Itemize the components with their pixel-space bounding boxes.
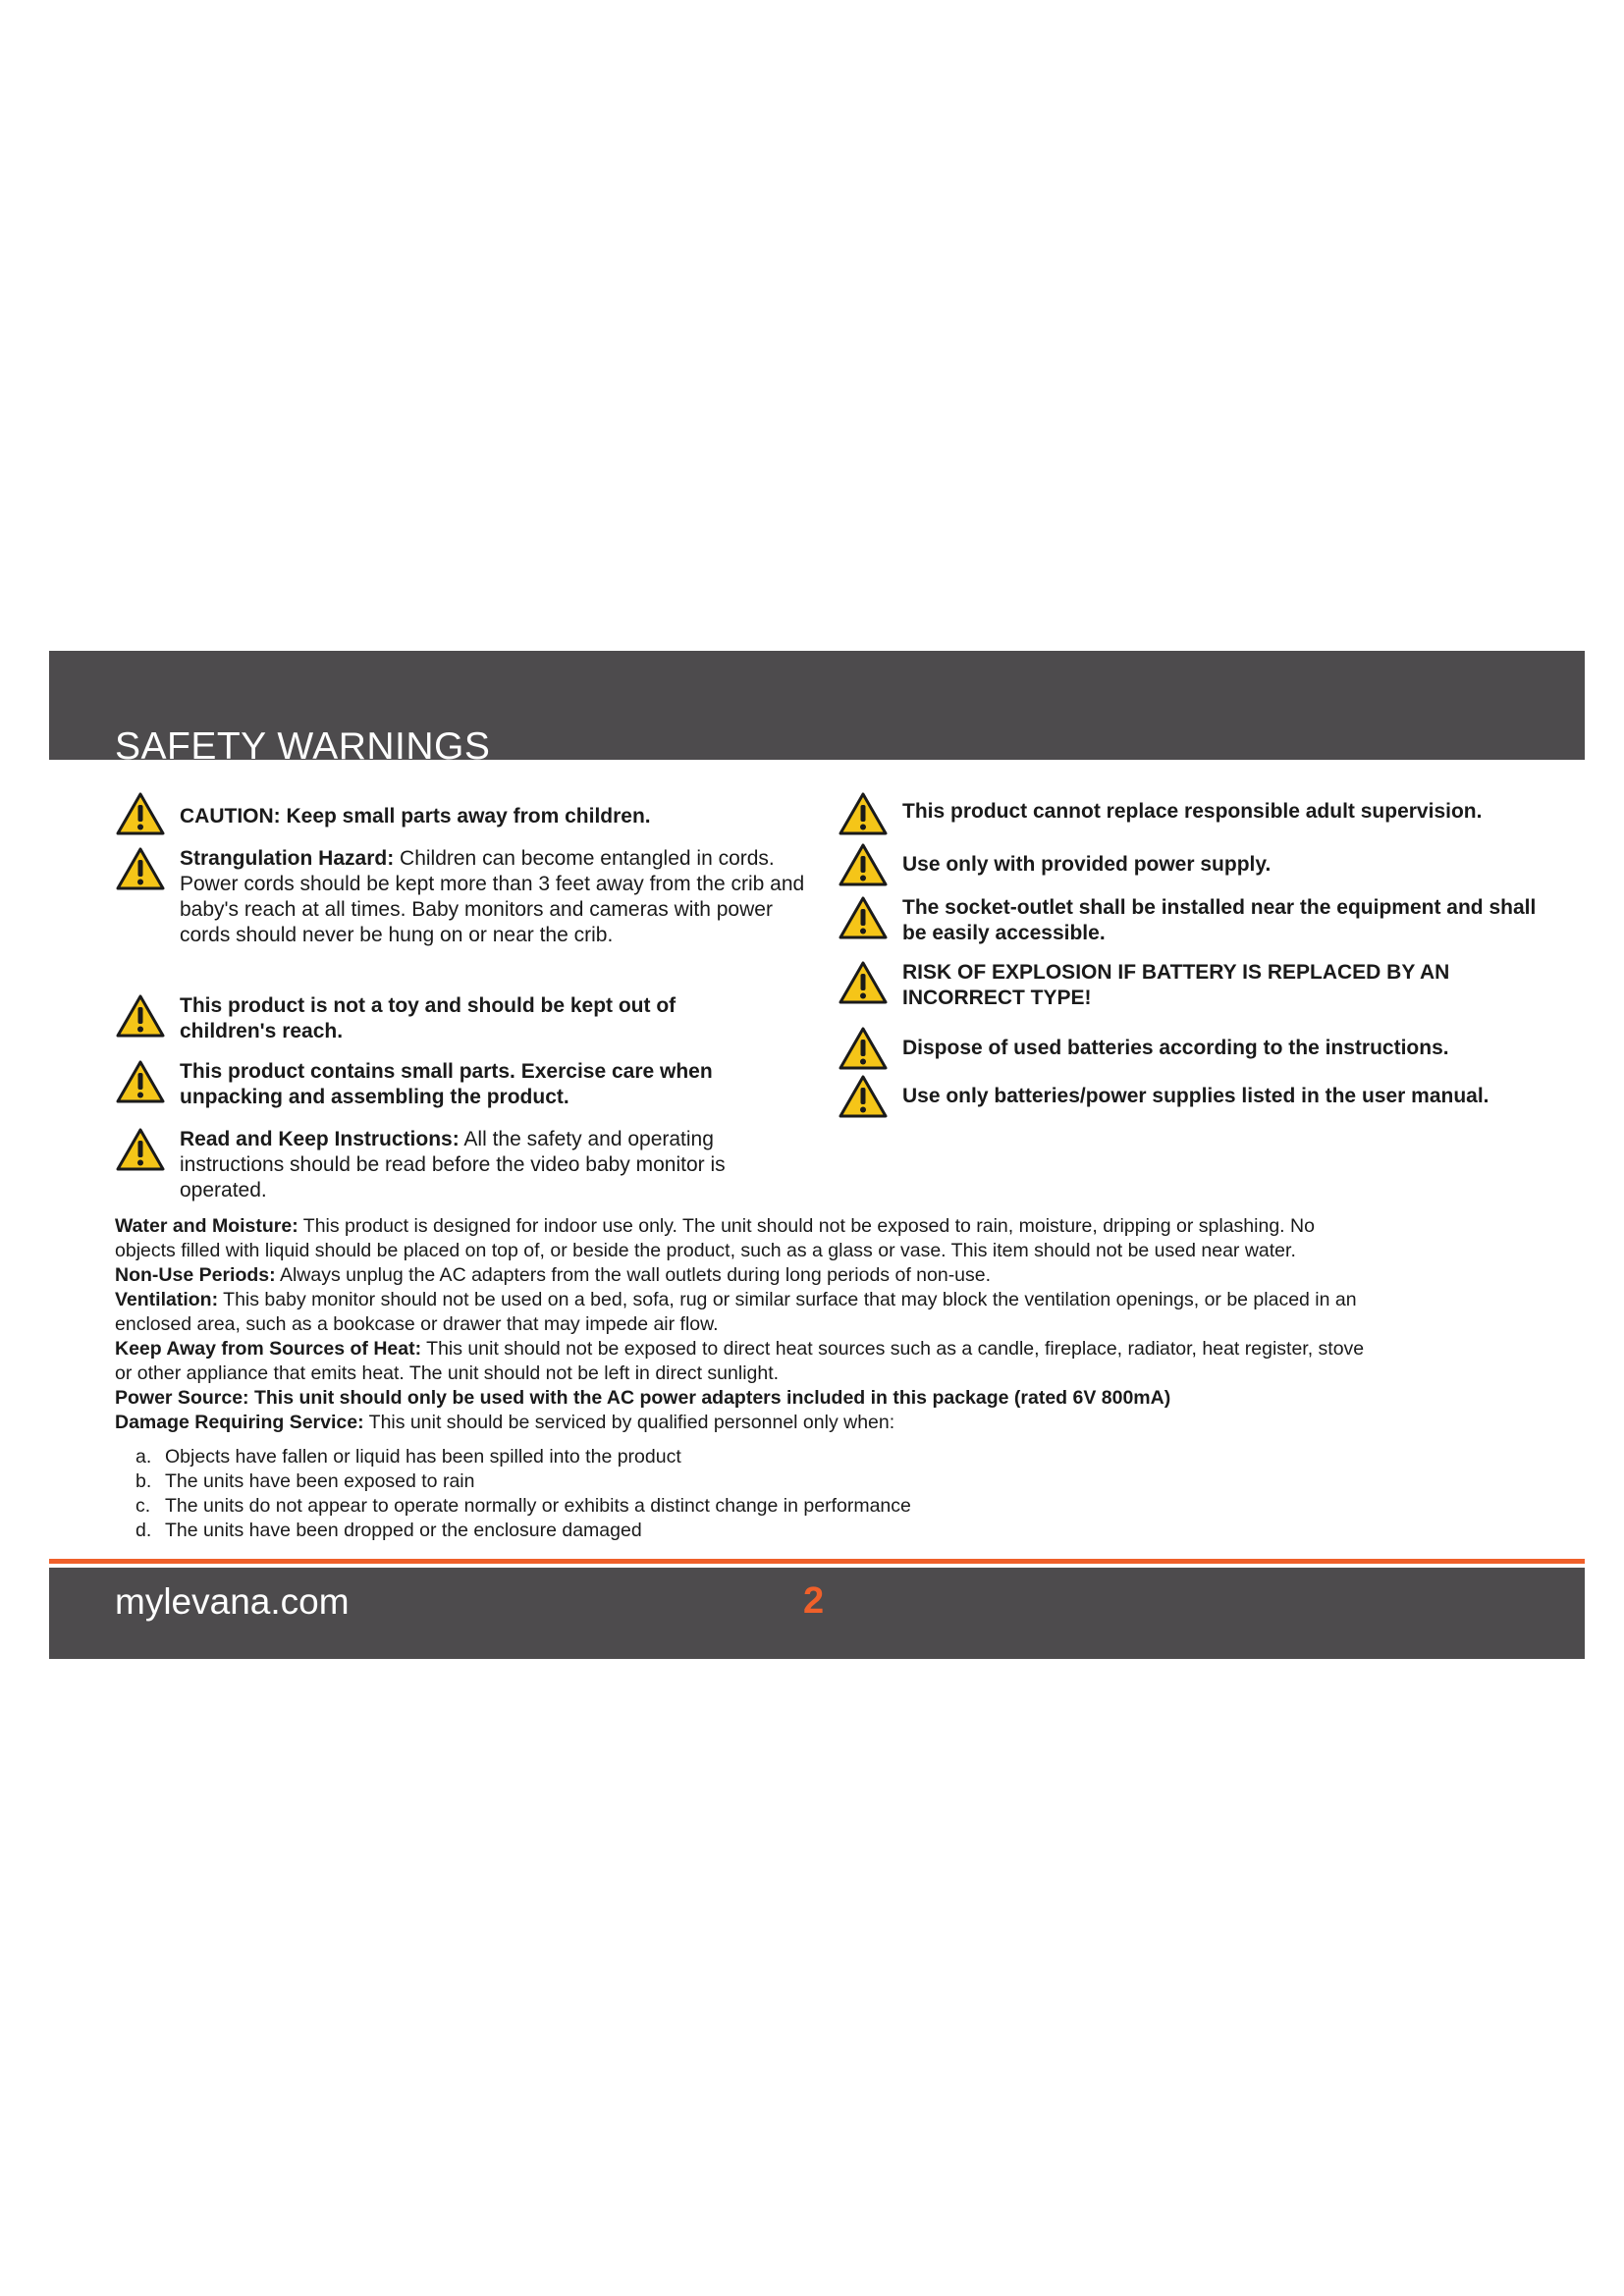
page-title: SAFETY WARNINGS xyxy=(115,725,491,768)
warning-triangle-icon xyxy=(115,791,166,836)
list-item xyxy=(135,1519,911,1543)
section-damage-service xyxy=(115,1411,1519,1435)
section-text-line: or other appliance that emits heat. The unit should not be left in direct sunlight. xyxy=(115,1362,780,1384)
section-power-source xyxy=(115,1386,1519,1411)
section-label: Power Source: This unit should only be used with the AC power adapters included in this package (rated 6V 800mA) xyxy=(115,1387,1171,1409)
warning-triangle-icon xyxy=(838,895,889,940)
warning-text: Children can become entangled in cords. Power cords should be kept more than 3 feet away from the crib and baby's reach at all times. Baby monitors and cameras with power cords should never be hung on or near the crib. xyxy=(180,847,805,946)
warning-title: Strangulation Hazard: xyxy=(180,847,395,870)
warning-triangle-icon xyxy=(115,993,166,1039)
section-label: Ventilation: xyxy=(115,1289,219,1310)
list-marker: b. xyxy=(135,1470,152,1492)
section-text: Always unplug the AC adapters from the wall outlets during long periods of non-use. xyxy=(279,1264,992,1286)
list-text: The units have been exposed to rain xyxy=(165,1470,475,1492)
warning-triangle-icon xyxy=(115,1059,166,1104)
warning-title: Read and Keep Instructions: xyxy=(180,1128,460,1150)
section-label: Keep Away from Sources of Heat: xyxy=(115,1338,422,1360)
warning-title: This product is not a toy and should be kept out of children's reach. xyxy=(180,994,677,1042)
section-label: Damage Requiring Service: xyxy=(115,1412,364,1433)
warning-triangle-icon xyxy=(838,791,889,836)
service-conditions-list xyxy=(135,1445,911,1543)
warning-triangle-icon xyxy=(838,960,889,1005)
list-marker: d. xyxy=(135,1520,152,1541)
warning-triangle-icon xyxy=(115,846,166,891)
list-marker: c. xyxy=(135,1495,151,1517)
list-text: Objects have fallen or liquid has been spilled into the product xyxy=(165,1446,681,1468)
list-item xyxy=(135,1469,911,1494)
section-text: This product is designed for indoor use only. The unit should not be exposed to rain, moisture, dripping or splashing. No xyxy=(302,1215,1315,1237)
warning-triangle-icon xyxy=(115,1127,166,1172)
section-text: This unit should be serviced by qualified personnel only when: xyxy=(368,1412,895,1433)
warning-triangle-icon xyxy=(838,1074,889,1119)
section-text: This baby monitor should not be used on a bed, sofa, rug or similar surface that may block the ventilation openings, or be placed in an xyxy=(223,1289,1357,1310)
warning-title: CAUTION: Keep small parts away from children. xyxy=(180,805,651,828)
warning-title: Use only batteries/power supplies listed in the user manual. xyxy=(902,1085,1489,1107)
section-heat xyxy=(115,1337,1519,1362)
section-label: Water and Moisture: xyxy=(115,1215,298,1237)
warning-title: RISK OF EXPLOSION IF BATTERY IS REPLACED BY AN INCORRECT TYPE! xyxy=(902,961,1450,1009)
list-item xyxy=(135,1445,911,1469)
section-label: Non-Use Periods: xyxy=(115,1264,276,1286)
warning-triangle-icon xyxy=(838,842,889,887)
warning-title: Dispose of used batteries according to the instructions. xyxy=(902,1037,1449,1059)
list-marker: a. xyxy=(135,1446,152,1468)
warning-title: The socket-outlet shall be installed near the equipment and shall be easily accessible. xyxy=(902,896,1537,944)
warning-title: Use only with provided power supply. xyxy=(902,853,1272,876)
warning-triangle-icon xyxy=(838,1026,889,1071)
footer-rule xyxy=(49,1559,1585,1564)
warning-text: All the safety and operating instructions should be read before the video baby monitor is operated. xyxy=(180,1128,726,1201)
section-ventilation xyxy=(115,1288,1519,1312)
list-text: The units do not appear to operate normally or exhibits a distinct change in performance xyxy=(165,1495,911,1517)
section-text: This unit should not be exposed to direct heat sources such as a candle, fireplace, radiator, heat register, stove xyxy=(426,1338,1365,1360)
section-water-moisture xyxy=(115,1214,1519,1239)
section-text-line: objects filled with liquid should be placed on top of, or beside the product, such as a glass or vase. This item should not be used near water. xyxy=(115,1240,1296,1261)
list-item xyxy=(135,1494,911,1519)
section-text-line: enclosed area, such as a bookcase or drawer that may impede air flow. xyxy=(115,1313,719,1335)
warning-title: This product cannot replace responsible adult supervision. xyxy=(902,800,1483,823)
list-text: The units have been dropped or the enclosure damaged xyxy=(165,1520,642,1541)
page-number: 2 xyxy=(803,1580,825,1622)
warning-title: This product contains small parts. Exercise care when unpacking and assembling the product. xyxy=(180,1060,713,1108)
footer-url[interactable]: mylevana.com xyxy=(115,1581,350,1622)
section-non-use-periods xyxy=(115,1263,1519,1288)
